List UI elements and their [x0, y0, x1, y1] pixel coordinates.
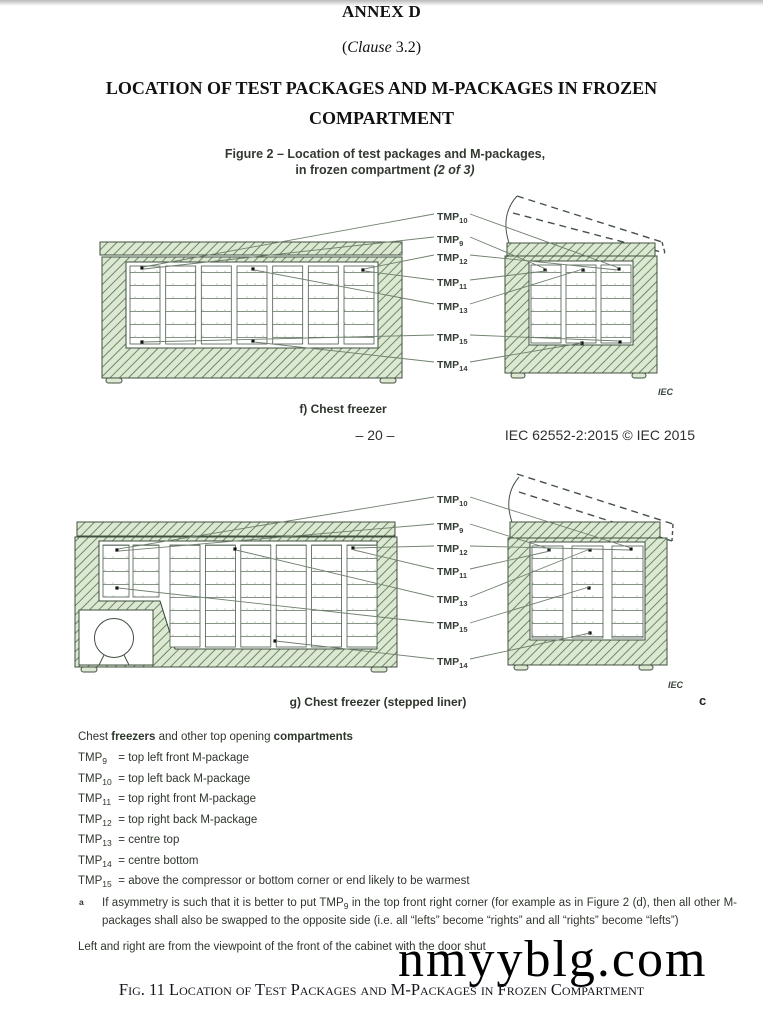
- tmp-definition: = top left front M-package: [118, 752, 250, 764]
- tmp-term-sub: 10: [102, 776, 112, 787]
- tmp-definition: = centre bottom: [118, 854, 199, 867]
- tmp-label: TMP: [437, 656, 460, 668]
- tmp-label: TMP: [437, 301, 460, 313]
- svg-text:TMP15: [437, 620, 468, 634]
- margin-note-c: c: [699, 693, 707, 708]
- tmp-label-sub: 15: [459, 625, 468, 634]
- page-title-line2: COMPARTMENT: [308, 108, 455, 128]
- diagram-f-chest-freezer: [100, 196, 674, 397]
- clause-open: (: [341, 39, 348, 56]
- tmp-label-sub: 11: [459, 571, 468, 580]
- legend-item-tmp12: [78, 814, 723, 828]
- tmp-label-sub: 12: [459, 257, 468, 266]
- footnote-a: [78, 896, 737, 929]
- tmp-term: TMP: [78, 875, 103, 887]
- legend-item-tmp14: [78, 855, 723, 869]
- legend-heading-part: Chest: [78, 731, 112, 743]
- tmp-term-sub: 14: [102, 858, 112, 869]
- tmp-label-sub: 12: [459, 548, 468, 557]
- svg-text:TMP9: [437, 234, 463, 248]
- tmp-label: TMP: [437, 252, 460, 264]
- legend-item-tmp15: [78, 875, 723, 889]
- figure-title-line1: Figure 2 – Location of test packages and M-packages,: [224, 147, 546, 161]
- left-right-note: Left and right are from the viewpoint of the front of the cabinet with the door shut: [78, 940, 486, 953]
- annex-title: ANNEX D: [341, 2, 422, 21]
- tmp-term: TMP: [78, 772, 103, 785]
- page-title-line1: LOCATION OF TEST PACKAGES AND M-PACKAGES IN FROZEN: [105, 78, 658, 98]
- clause-rest: 3.2): [391, 39, 422, 56]
- freezer-g-side-view: [508, 522, 667, 670]
- legend-heading-part-bold: freezers: [111, 731, 156, 743]
- svg-text:TMP11: [437, 277, 467, 291]
- watermark: nmyyblg.com: [398, 931, 708, 988]
- tmp-definition: = centre top: [118, 834, 180, 846]
- tmp-label: TMP: [437, 494, 460, 506]
- tmp-label: TMP: [437, 543, 460, 555]
- bottom-figure-caption: Fig. 11 Location of Test Packages and M-Packages in Frozen Compartment: [118, 980, 645, 999]
- tmp-definition: = above the compressor or bottom corner or end likely to be warmest: [118, 875, 470, 887]
- caption-g-chest-freezer-stepped: g) Chest freezer (stepped liner): [289, 695, 467, 709]
- svg-text:TMP13: [437, 301, 468, 315]
- packages-g-side: [532, 546, 643, 638]
- svg-text:TMP10: [437, 494, 468, 508]
- svg-text:TMP14: [437, 359, 468, 373]
- legend-item-tmp11: [78, 793, 723, 807]
- tmp-label-sub: 14: [459, 661, 468, 670]
- freezer-f-front-view: [100, 242, 402, 383]
- tmp-term-sub: 11: [102, 797, 112, 807]
- tmp-term: TMP: [78, 854, 103, 867]
- figure-title-line2-text: in frozen compartment: [295, 163, 434, 177]
- legend: [78, 731, 737, 953]
- tmp-label-sub: 10: [459, 499, 468, 508]
- figure-title-line2-count: (2 of 3): [433, 163, 475, 177]
- tmp-label: TMP: [437, 620, 460, 632]
- tmp-term-sub: 12: [102, 817, 112, 828]
- footnote-tmp-sub: 9: [343, 900, 349, 911]
- tmp-labels-g: [437, 494, 468, 670]
- svg-text:TMP9: [437, 521, 463, 535]
- tmp-term-sub: 15: [102, 879, 112, 889]
- footnote-text: in the top front right corner (for example as in Figure 2 (d), then all other M-packages shall also be swapped to the opposite side (i.e. all “lefts” become “rights” and all “rights” become “lefts”): [102, 896, 737, 927]
- legend-item-tmp10: [78, 773, 723, 787]
- diagram-g-chest-freezer-stepped: [75, 474, 684, 690]
- svg-text:TMP12: [437, 252, 468, 266]
- tmp-label: TMP: [437, 332, 460, 344]
- svg-text:TMP10: [437, 211, 468, 225]
- tmp-label-sub: 14: [459, 364, 468, 373]
- freezer-f-side-view: [505, 243, 657, 378]
- svg-text:TMP14: [437, 656, 468, 670]
- legend-heading-part: and other top opening: [155, 731, 274, 743]
- svg-text:TMP13: [437, 594, 468, 608]
- tmp-definition: = top left back M-package: [118, 772, 251, 785]
- tmp-term: TMP: [78, 793, 103, 805]
- tmp-label: TMP: [437, 521, 460, 533]
- footnote-text: If asymmetry is such that it is better to put TMP: [102, 896, 344, 909]
- packages-f-side: [531, 265, 631, 343]
- svg-text:TMP11: [437, 566, 467, 580]
- svg-text:TMP12: [437, 543, 468, 557]
- tmp-label-sub: 9: [459, 526, 464, 535]
- tmp-label-sub: 15: [459, 337, 468, 346]
- svg-text:TMP15: [437, 332, 468, 346]
- footnote-marker: a: [79, 896, 84, 907]
- document-reference: IEC 62552-2:2015 © IEC 2015: [504, 427, 695, 443]
- tmp-term: TMP: [78, 813, 103, 826]
- legend-item-tmp9: [78, 752, 723, 766]
- iec-mark-g: IEC: [668, 680, 684, 690]
- clause-word: Clause: [347, 39, 392, 56]
- tmp-label-sub: 13: [459, 599, 468, 608]
- tmp-label: TMP: [437, 566, 460, 578]
- tmp-label: TMP: [437, 594, 460, 606]
- tmp-definition: = top right front M-package: [118, 793, 257, 805]
- tmp-label: TMP: [437, 234, 460, 246]
- tmp-label-sub: 11: [459, 282, 468, 291]
- legend-heading: [78, 731, 723, 743]
- tmp-term-sub: 9: [102, 756, 108, 766]
- iec-mark-f: IEC: [658, 387, 674, 397]
- tmp-label: TMP: [437, 359, 460, 371]
- page-number: – 20 –: [355, 427, 395, 443]
- tmp-label: TMP: [437, 277, 460, 289]
- tmp-definition: = top right back M-package: [118, 813, 258, 826]
- tmp-labels-f: [437, 211, 468, 373]
- tmp-term: TMP: [78, 834, 103, 846]
- packages-f-front: [130, 266, 374, 344]
- tmp-label-sub: 10: [459, 216, 468, 225]
- tmp-term-sub: 13: [102, 838, 112, 848]
- legend-heading-part-bold: compartments: [273, 731, 353, 743]
- tmp-term: TMP: [78, 752, 103, 764]
- caption-f-chest-freezer: f) Chest freezer: [299, 402, 387, 416]
- tmp-label: TMP: [437, 211, 460, 223]
- tmp-label-sub: 9: [459, 239, 464, 248]
- legend-item-tmp13: [78, 834, 723, 848]
- tmp-label-sub: 13: [459, 306, 468, 315]
